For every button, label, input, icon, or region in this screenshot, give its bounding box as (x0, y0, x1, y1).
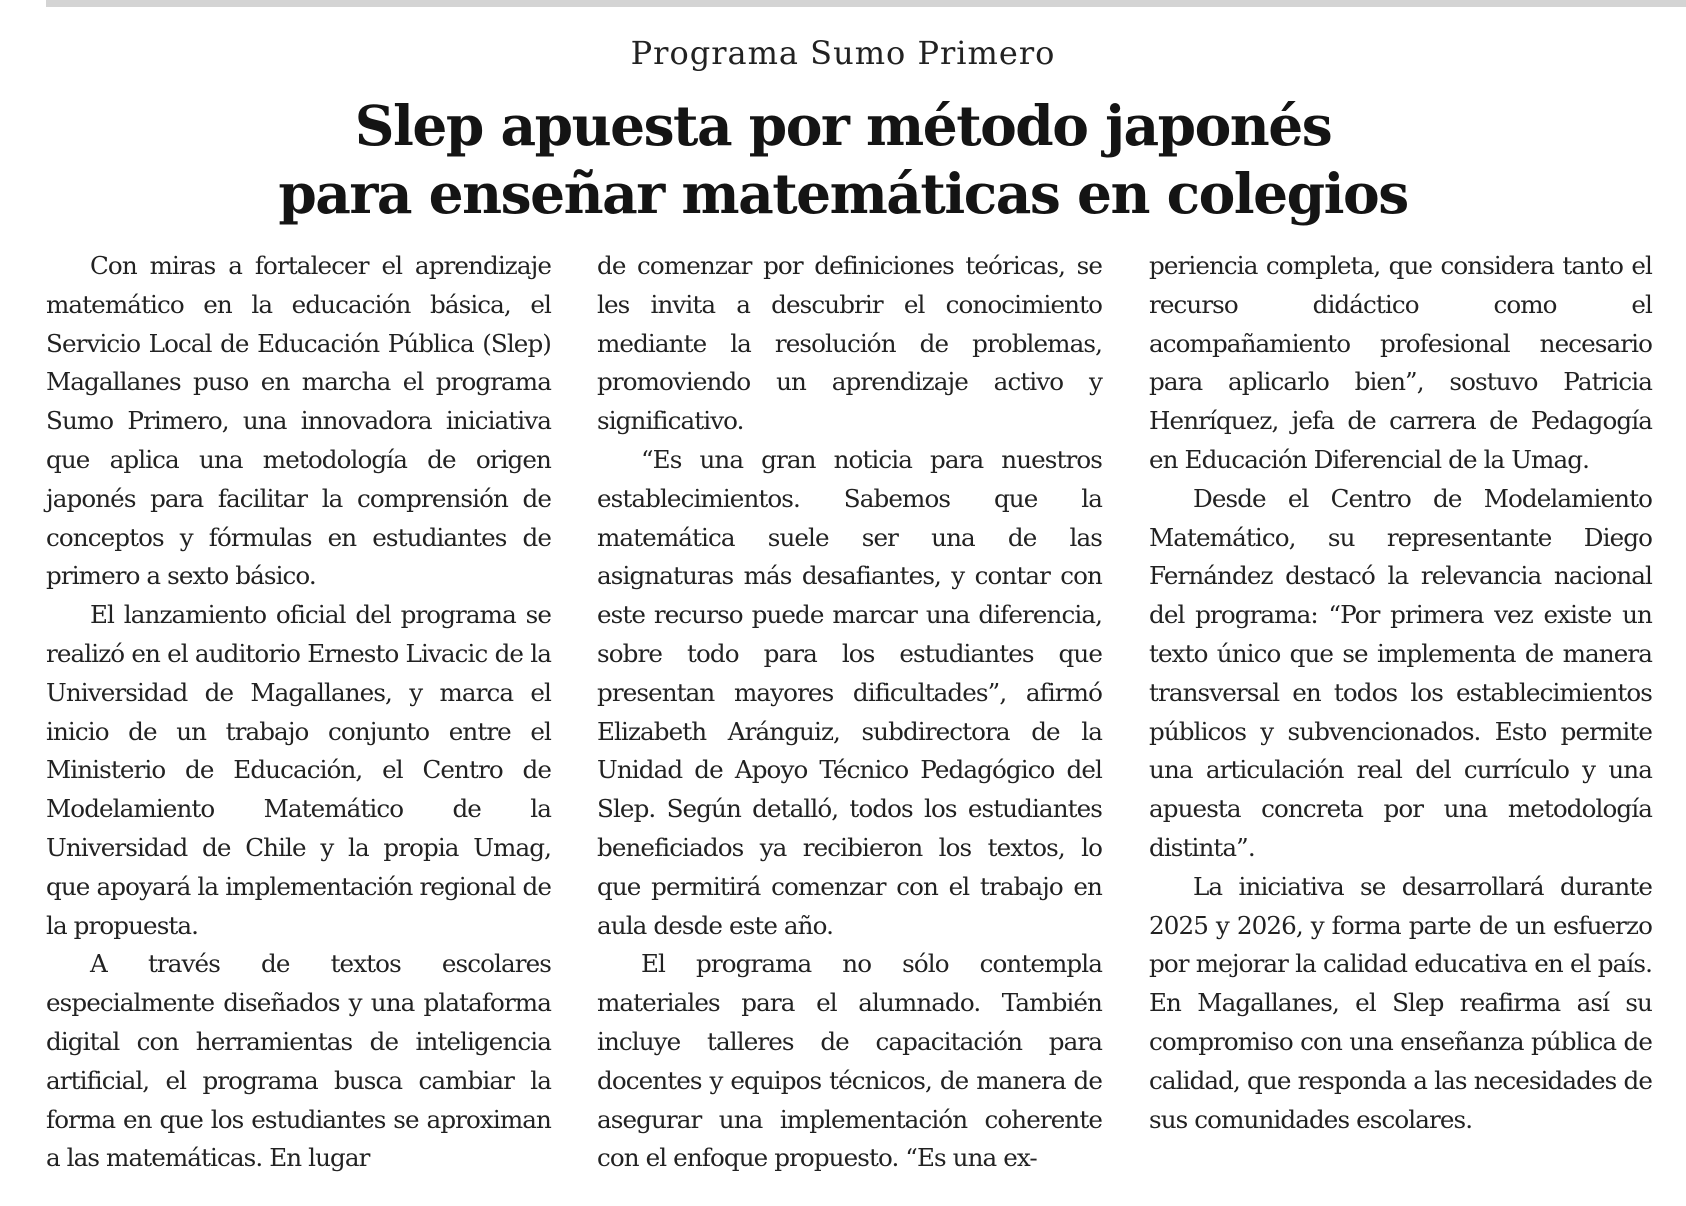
paragraph: El lanzamiento oficial del programa se realizó en el auditorio Ernesto Livacic de la Universidad de Magallanes, y marca el inicio de un trabajo conjunto entre el Ministerio de Educación, el Centro de Modelamiento Matemático de la Universidad de Chile y la propia Umag, que apoyará la implementación regional de la propuesta. (46, 600, 551, 940)
paragraph: “Es una gran noticia para nuestros establecimientos. Sabemos que la matemática suele ser una de las asignaturas más desafiantes, y contar con este recurso puede marcar una diferencia, sobre todo para los estudiantes que presentan mayores dificultades”, afirmó Elizabeth Aránguiz, subdirectora de la Unidad de Apoyo Técnico Pedagógico del Slep. Según detalló, todos los estudiantes beneficiados ya recibieron los textos, lo que permitirá comenzar con el trabajo en aula desde este año. (597, 444, 1102, 940)
paragraph: periencia completa, que considera tanto el recurso didáctico como el acompañamiento profesional necesario para aplicarlo bien”, sostuvo Patricia Henríquez, jefa de carrera de Pedagogía en Educación Diferencial de la Umag. (1149, 251, 1652, 474)
top-border-rule (46, 0, 1686, 7)
paragraph: Con miras a fortalecer el aprendizaje matemático en la educación básica, el Servicio Local de Educación Pública (Slep) Magallanes puso en marcha el programa Sumo Primero, una innovadora iniciativa que aplica una metodología de origen japonés para facilitar la comprensión de conceptos y fórmulas en estudiantes de primero a sexto básico. (46, 251, 551, 591)
article-kicker: Programa Sumo Primero (630, 34, 1056, 72)
paragraph: El programa no sólo contempla materiales para el alumnado. También incluye talleres de capacitación para docentes y equipos técnicos, de manera de asegurar una implementación coherente con el enfoque propuesto. “Es una ex- (597, 949, 1102, 1173)
paragraph: A través de textos escolares especialmente diseñados y una plataforma digital con herramientas de inteligencia artificial, el programa busca cambiar la forma en que los estudiantes se aproximan a las matemáticas. En lugar (46, 949, 551, 1173)
headline-line-1: Slep apuesta por método japonés (354, 93, 1332, 158)
headline-line-2: para enseñar matemáticas en colegios (278, 161, 1408, 226)
article-column-2 (597, 247, 1102, 1178)
paragraph: La iniciativa se desarrollará durante 2025 y 2026, y forma parte de un esfuerzo por mejorar la calidad educativa en el país. En Magallanes, el Slep reafirma así su compromiso con una enseñanza pública de calidad, que responda a las necesidades de sus comunidades escolares. (1149, 871, 1652, 1134)
paragraph: de comenzar por definiciones teóricas, se les invita a descubrir el conocimiento mediante la resolución de problemas, promoviendo un aprendizaje activo y significativo. (597, 251, 1102, 436)
paragraph: Desde el Centro de Modelamiento Matemático, su representante Diego Fernández destacó la relevancia nacional del programa: “Por primera vez existe un texto único que se implementa de manera transversal en todos los establecimientos públicos y subvencionados. Esto permite una articulación real del currículo y una apuesta concreta por una metodología distinta”. (1149, 483, 1652, 862)
article-headline (0, 92, 1686, 228)
article-column-3 (1149, 247, 1652, 1139)
article-column-1 (46, 247, 551, 1178)
